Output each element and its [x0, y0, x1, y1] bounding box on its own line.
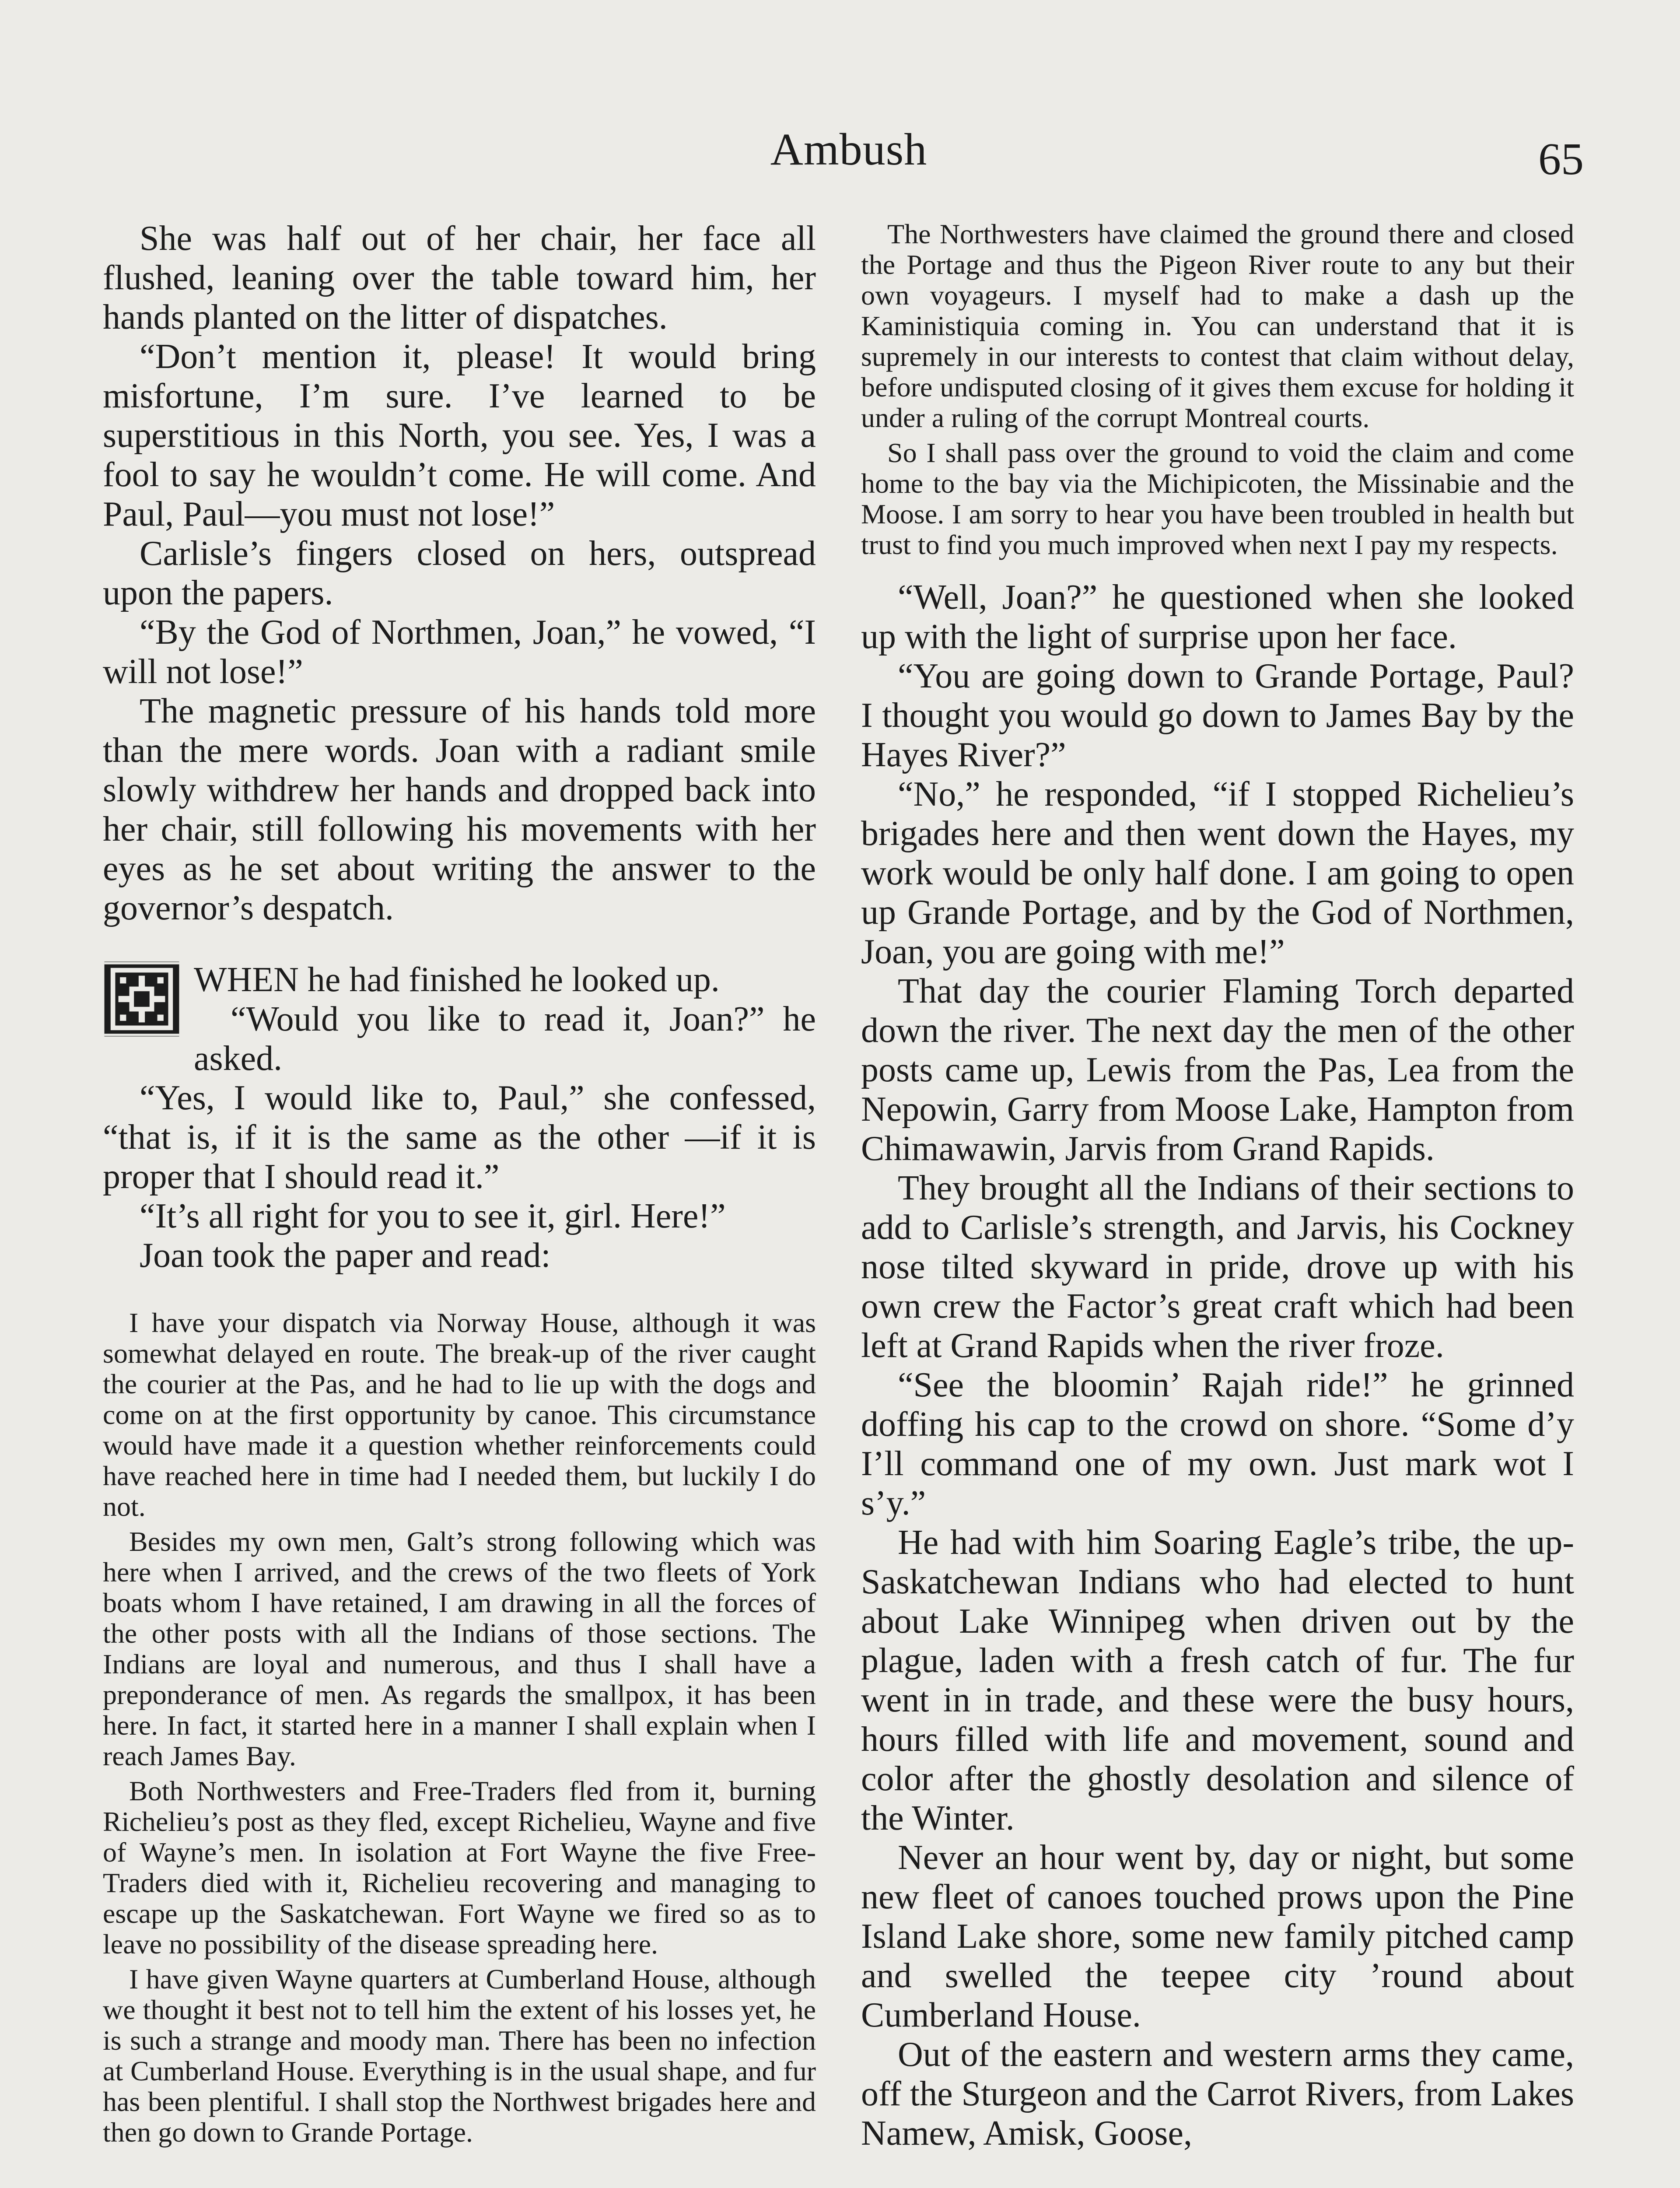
body-paragraph: Carlisle’s fingers closed on hers, outspread upon the papers.: [103, 534, 816, 612]
body-paragraph: Out of the eastern and western arms they came, off the Sturgeon and the Carrot Rivers, from Lakes Namew, Amisk, Goose,: [861, 2035, 1574, 2153]
left-body-before-break: [103, 219, 816, 928]
letter-paragraph: I have given Wayne quarters at Cumberland House, although we thought it best not to tell him the extent of his losses yet, he is such a strange and moody man. There has been no infection at Cumberland House. Everything is in the usual shape, and fur has been plentiful. I shall stop the Northwest brigades here and then go down to Grande Portage.: [103, 1964, 816, 2148]
body-paragraph: That day the courier Flaming Torch departed down the river. The next day the men of the other posts came up, Lewis from the Pas, Lea from the Nepowin, Garry from Moose Lake, Hampton from Chimawawin, Jarvis from Grand Rapids.: [861, 972, 1574, 1168]
letter-paragraph: Both Northwesters and Free-Traders fled from it, burning Richelieu’s post as they fled, except Richelieu, Wayne and five of Wayne’s men. In isolation at Fort Wayne the five Free-Traders died with it, Richelieu recovering and managing to escape up the Saskatchewan. Fort Wayne we fired so as to leave no possibility of the disease spreading here.: [103, 1775, 816, 1960]
left-column: [103, 219, 816, 2152]
body-paragraph: “Don’t mention it, please! It would bring misfortune, I’m sure. I’ve learned to be superstitious in this North, you see. Yes, I was a fool to say he wouldn’t come. He will come. And Paul, Paul—you must not lose!”: [103, 337, 816, 533]
body-paragraph: “See the bloomin’ Rajah ride!” he grinned doffing his cap to the crowd on shore. “Some d’y I’ll command one of my own. Just mark wot I s’y.”: [861, 1366, 1574, 1522]
section-lead-text: WHEN he had finished he looked up.: [194, 961, 720, 999]
body-paragraph: “Would you like to read it, Joan?” he asked.: [194, 1000, 816, 1078]
page-number: 65: [1538, 134, 1584, 184]
body-paragraph: She was half out of her chair, her face all flushed, leaning over the table toward him, her hands planted on the litter of dispatches.: [103, 219, 816, 337]
letter-paragraph: I have your dispatch via Norway House, although it was somewhat delayed en route. The break-up of the river caught the courier at the Pas, and he had to lie up with the dogs and come on at the first opportunity by canoe. This circumstance would have made it a question whether reinforcements could have reached here in time had I needed them, but luckily I do not.: [103, 1307, 816, 1522]
body-paragraph: The magnetic pressure of his hands told more than the mere words. Joan with a radiant smile slowly withdrew her hands and dropped back into her chair, still following his movements with her eyes as he set about writing the answer to the governor’s despatch.: [103, 692, 816, 927]
body-paragraph: “Well, Joan?” he questioned when she looked up with the light of surprise upon her face.: [861, 578, 1574, 656]
body-paragraph: He had with him Soaring Eagle’s tribe, the up-Saskatchewan Indians who had elected to hunt about Lake Winnipeg when driven out by the plague, laden with a fresh catch of fur. The fur went in in trade, and these were the busy hours, hours filled with life and movement, sound and color after the ghostly desolation and silence of the Winter.: [861, 1523, 1574, 1837]
body-paragraph: “You are going down to Grande Portage, Paul? I thought you would go down to James Bay by the Hayes River?”: [861, 657, 1574, 774]
letter-paragraph: Besides my own men, Galt’s strong following which was here when I arrived, and the crews of the two fleets of York boats whom I have retained, I am drawing in all the forces of the other posts with all the Indians of those sections. The Indians are loyal and numerous, and thus I shall have a preponderance of men. As regards the smallpox, it has been here. In fact, it started here in a manner I shall explain when I reach James Bay.: [103, 1526, 816, 1771]
body-paragraph: “Yes, I would like to, Paul,” she confessed, “that is, if it is the same as the other —if it is proper that I should read it.”: [103, 1079, 816, 1196]
body-paragraph: “No,” he responded, “if I stopped Richelieu’s brigades here and then went down the Hayes, my work would be only half done. I am going to open up Grande Portage, and by the God of Northmen, Joan, you are going with me!”: [861, 775, 1574, 971]
body-paragraph: “It’s all right for you to see it, girl. Here!”: [140, 1197, 726, 1235]
section-break: [103, 960, 816, 1275]
letter-paragraph: The Northwesters have claimed the ground there and closed the Portage and thus the Pigeon River route to any but their own voyageurs. I myself had to make a dash up the Kaministiquia coming in. You can understand that it is supremely in our interests to contest that claim without delay, before undisputed closing of it gives them excuse for holding it under a ruling of the corrupt Montreal courts.: [861, 218, 1574, 433]
ornamental-dropcap-icon: [103, 960, 181, 1038]
left-body-after-break: [103, 999, 816, 1275]
body-paragraph: “By the God of Northmen, Joan,” he vowed, “I will not lose!”: [103, 613, 816, 691]
right-column: [861, 219, 1574, 2153]
running-header-title: Ambush: [770, 124, 928, 175]
letter-excerpt-right: [861, 219, 1574, 560]
body-paragraph: They brought all the Indians of their sections to add to Carlisle’s strength, and Jarvis, his Cockney nose tilted skyward in pride, drove up with his own crew the Factor’s great craft which had been left at Grand Rapids when the river froze.: [861, 1169, 1574, 1365]
letter-paragraph: So I shall pass over the ground to void the claim and come home to the bay via the Michipicoten, the Missinabie and the Moose. I am sorry to hear you have been troubled in health but trust to find you much improved when next I pay my respects.: [861, 437, 1574, 560]
body-paragraph: Joan took the paper and read:: [140, 1236, 551, 1275]
right-body-text: [861, 578, 1574, 2153]
letter-excerpt-left: [103, 1308, 816, 2148]
body-paragraph: Never an hour went by, day or night, but some new fleet of canoes touched prows upon the Pine Island Lake shore, some new family pitched camp and swelled the teepee city ’round about Cumberland House.: [861, 1838, 1574, 2034]
